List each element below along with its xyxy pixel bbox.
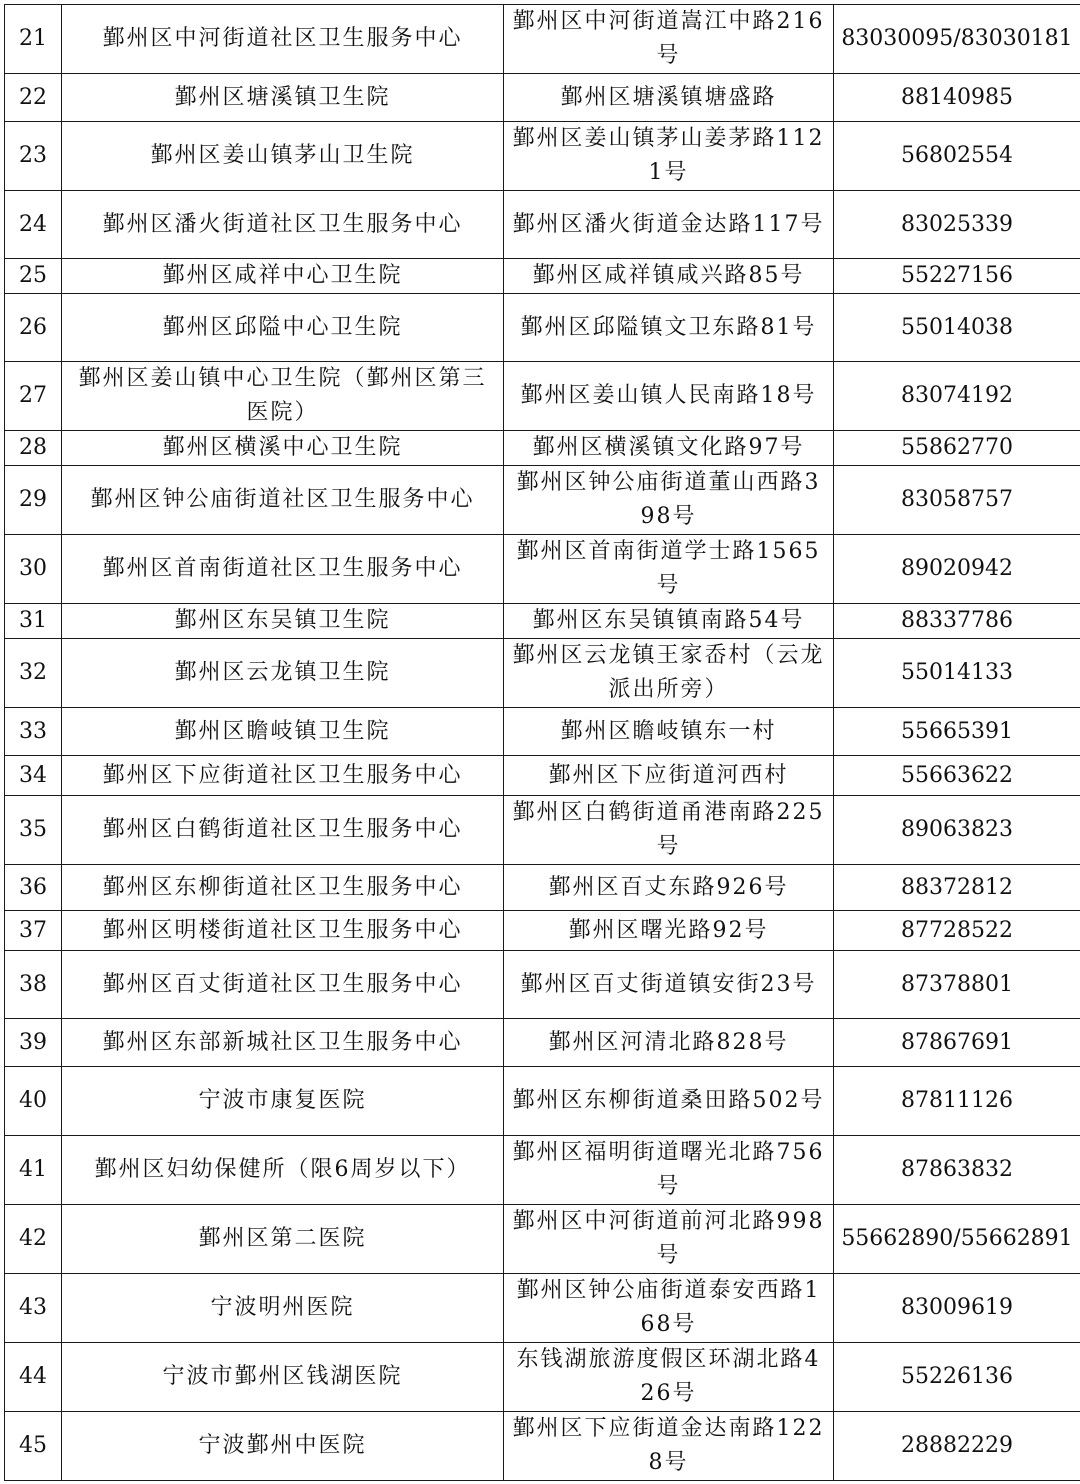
institution-address: 鄞州区钟公庙街道泰安西路168号 (504, 1274, 834, 1343)
row-number: 33 (5, 708, 62, 756)
institution-phone: 28882229 (834, 1412, 1080, 1481)
institution-name: 鄞州区白鹤街道社区卫生服务中心 (62, 796, 504, 865)
row-number: 26 (5, 294, 62, 362)
table-row (5, 535, 1080, 604)
institution-address: 鄞州区咸祥镇咸兴路85号 (504, 259, 834, 294)
institution-phone: 55014133 (834, 639, 1080, 708)
institution-address: 鄞州区福明街道曙光北路756号 (504, 1136, 834, 1205)
institution-phone: 55665391 (834, 708, 1080, 756)
institution-name: 鄞州区第二医院 (62, 1205, 504, 1274)
institution-phone: 88372812 (834, 865, 1080, 911)
table-row (5, 756, 1080, 796)
institution-name: 鄞州区邱隘中心卫生院 (62, 294, 504, 362)
institution-address: 鄞州区百丈东路926号 (504, 865, 834, 911)
table-row (5, 865, 1080, 911)
institution-name: 鄞州区钟公庙街道社区卫生服务中心 (62, 466, 504, 535)
institution-phone: 88140985 (834, 74, 1080, 122)
institution-name: 宁波鄞州中医院 (62, 1412, 504, 1481)
institution-phone: 55014038 (834, 294, 1080, 362)
row-number: 31 (5, 604, 62, 639)
row-number: 30 (5, 535, 62, 604)
table-row (5, 1412, 1080, 1481)
institution-phone: 55862770 (834, 431, 1080, 466)
row-number: 41 (5, 1136, 62, 1205)
institution-address: 鄞州区云龙镇王家岙村（云龙派出所旁） (504, 639, 834, 708)
institution-address: 鄞州区河清北路828号 (504, 1019, 834, 1067)
institution-name: 鄞州区首南街道社区卫生服务中心 (62, 535, 504, 604)
institution-address: 鄞州区横溪镇文化路97号 (504, 431, 834, 466)
row-number: 38 (5, 951, 62, 1019)
table-row (5, 951, 1080, 1019)
institution-phone: 89020942 (834, 535, 1080, 604)
row-number: 23 (5, 122, 62, 191)
table-row (5, 604, 1080, 639)
row-number: 25 (5, 259, 62, 294)
institution-name: 鄞州区姜山镇茅山卫生院 (62, 122, 504, 191)
table-row (5, 1274, 1080, 1343)
institution-address: 鄞州区东柳街道桑田路502号 (504, 1067, 834, 1136)
table-row (5, 639, 1080, 708)
row-number: 40 (5, 1067, 62, 1136)
table-row (5, 1067, 1080, 1136)
table-row (5, 5, 1080, 74)
institution-address: 鄞州区姜山镇人民南路18号 (504, 362, 834, 431)
institution-name: 鄞州区塘溪镇卫生院 (62, 74, 504, 122)
table-row (5, 1019, 1080, 1067)
row-number: 39 (5, 1019, 62, 1067)
institution-phone: 83074192 (834, 362, 1080, 431)
institution-address: 鄞州区塘溪镇塘盛路 (504, 74, 834, 122)
institution-address: 东钱湖旅游度假区环湖北路426号 (504, 1343, 834, 1412)
table-row (5, 911, 1080, 951)
institution-name: 鄞州区妇幼保健所（限6周岁以下） (62, 1136, 504, 1205)
institution-name: 鄞州区云龙镇卫生院 (62, 639, 504, 708)
table-row (5, 74, 1080, 122)
institution-address: 鄞州区瞻岐镇东一村 (504, 708, 834, 756)
row-number: 22 (5, 74, 62, 122)
row-number: 35 (5, 796, 62, 865)
institution-address: 鄞州区钟公庙街道董山西路398号 (504, 466, 834, 535)
table-row (5, 1343, 1080, 1412)
table-row (5, 431, 1080, 466)
table-row (5, 1205, 1080, 1274)
institution-name: 鄞州区下应街道社区卫生服务中心 (62, 756, 504, 796)
institution-phone: 55226136 (834, 1343, 1080, 1412)
row-number: 32 (5, 639, 62, 708)
table-body (5, 5, 1080, 1481)
institution-name: 宁波市康复医院 (62, 1067, 504, 1136)
institution-phone: 83025339 (834, 191, 1080, 259)
institution-phone: 87378801 (834, 951, 1080, 1019)
institution-name: 鄞州区百丈街道社区卫生服务中心 (62, 951, 504, 1019)
institution-address: 鄞州区中河街道嵩江中路216号 (504, 5, 834, 74)
institution-phone: 89063823 (834, 796, 1080, 865)
institution-address: 鄞州区百丈街道镇安街23号 (504, 951, 834, 1019)
institution-phone: 55663622 (834, 756, 1080, 796)
row-number: 27 (5, 362, 62, 431)
institution-name: 宁波明州医院 (62, 1274, 504, 1343)
table-row (5, 466, 1080, 535)
institution-phone: 87728522 (834, 911, 1080, 951)
row-number: 21 (5, 5, 62, 74)
row-number: 43 (5, 1274, 62, 1343)
institution-name: 鄞州区潘火街道社区卫生服务中心 (62, 191, 504, 259)
institution-address: 鄞州区首南街道学士路1565号 (504, 535, 834, 604)
institution-phone: 87811126 (834, 1067, 1080, 1136)
institution-phone: 83009619 (834, 1274, 1080, 1343)
table-row (5, 1136, 1080, 1205)
table-row (5, 362, 1080, 431)
row-number: 28 (5, 431, 62, 466)
row-number: 29 (5, 466, 62, 535)
institution-name: 宁波市鄞州区钱湖医院 (62, 1343, 504, 1412)
institution-phone: 55227156 (834, 259, 1080, 294)
institution-phone: 87867691 (834, 1019, 1080, 1067)
institution-phone: 87863832 (834, 1136, 1080, 1205)
row-number: 44 (5, 1343, 62, 1412)
institution-name: 鄞州区东部新城社区卫生服务中心 (62, 1019, 504, 1067)
institution-address: 鄞州区潘火街道金达路117号 (504, 191, 834, 259)
row-number: 24 (5, 191, 62, 259)
institution-address: 鄞州区下应街道河西村 (504, 756, 834, 796)
row-number: 42 (5, 1205, 62, 1274)
table-row (5, 191, 1080, 259)
institution-address: 鄞州区白鹤街道甬港南路225号 (504, 796, 834, 865)
row-number: 36 (5, 865, 62, 911)
institution-address: 鄞州区中河街道前河北路998号 (504, 1205, 834, 1274)
table-row (5, 796, 1080, 865)
institution-name: 鄞州区中河街道社区卫生服务中心 (62, 5, 504, 74)
vaccination-site-table (4, 4, 1080, 1481)
institution-phone: 55662890/55662891 (834, 1205, 1080, 1274)
institution-phone: 88337786 (834, 604, 1080, 639)
institution-address: 鄞州区姜山镇茅山姜茅路1121号 (504, 122, 834, 191)
institution-address: 鄞州区东吴镇镇南路54号 (504, 604, 834, 639)
table-row (5, 259, 1080, 294)
institution-address: 鄞州区下应街道金达南路1228号 (504, 1412, 834, 1481)
institution-name: 鄞州区瞻岐镇卫生院 (62, 708, 504, 756)
table-row (5, 708, 1080, 756)
institution-phone: 83030095/83030181 (834, 5, 1080, 74)
institution-name: 鄞州区东柳街道社区卫生服务中心 (62, 865, 504, 911)
row-number: 34 (5, 756, 62, 796)
institution-phone: 83058757 (834, 466, 1080, 535)
table-row (5, 294, 1080, 362)
row-number: 37 (5, 911, 62, 951)
institution-address: 鄞州区邱隘镇文卫东路81号 (504, 294, 834, 362)
row-number: 45 (5, 1412, 62, 1481)
institution-phone: 56802554 (834, 122, 1080, 191)
institution-name: 鄞州区横溪中心卫生院 (62, 431, 504, 466)
institution-name: 鄞州区东吴镇卫生院 (62, 604, 504, 639)
institution-name: 鄞州区明楼街道社区卫生服务中心 (62, 911, 504, 951)
institution-address: 鄞州区曙光路92号 (504, 911, 834, 951)
institution-name: 鄞州区咸祥中心卫生院 (62, 259, 504, 294)
table-row (5, 122, 1080, 191)
institution-name: 鄞州区姜山镇中心卫生院（鄞州区第三医院） (62, 362, 504, 431)
